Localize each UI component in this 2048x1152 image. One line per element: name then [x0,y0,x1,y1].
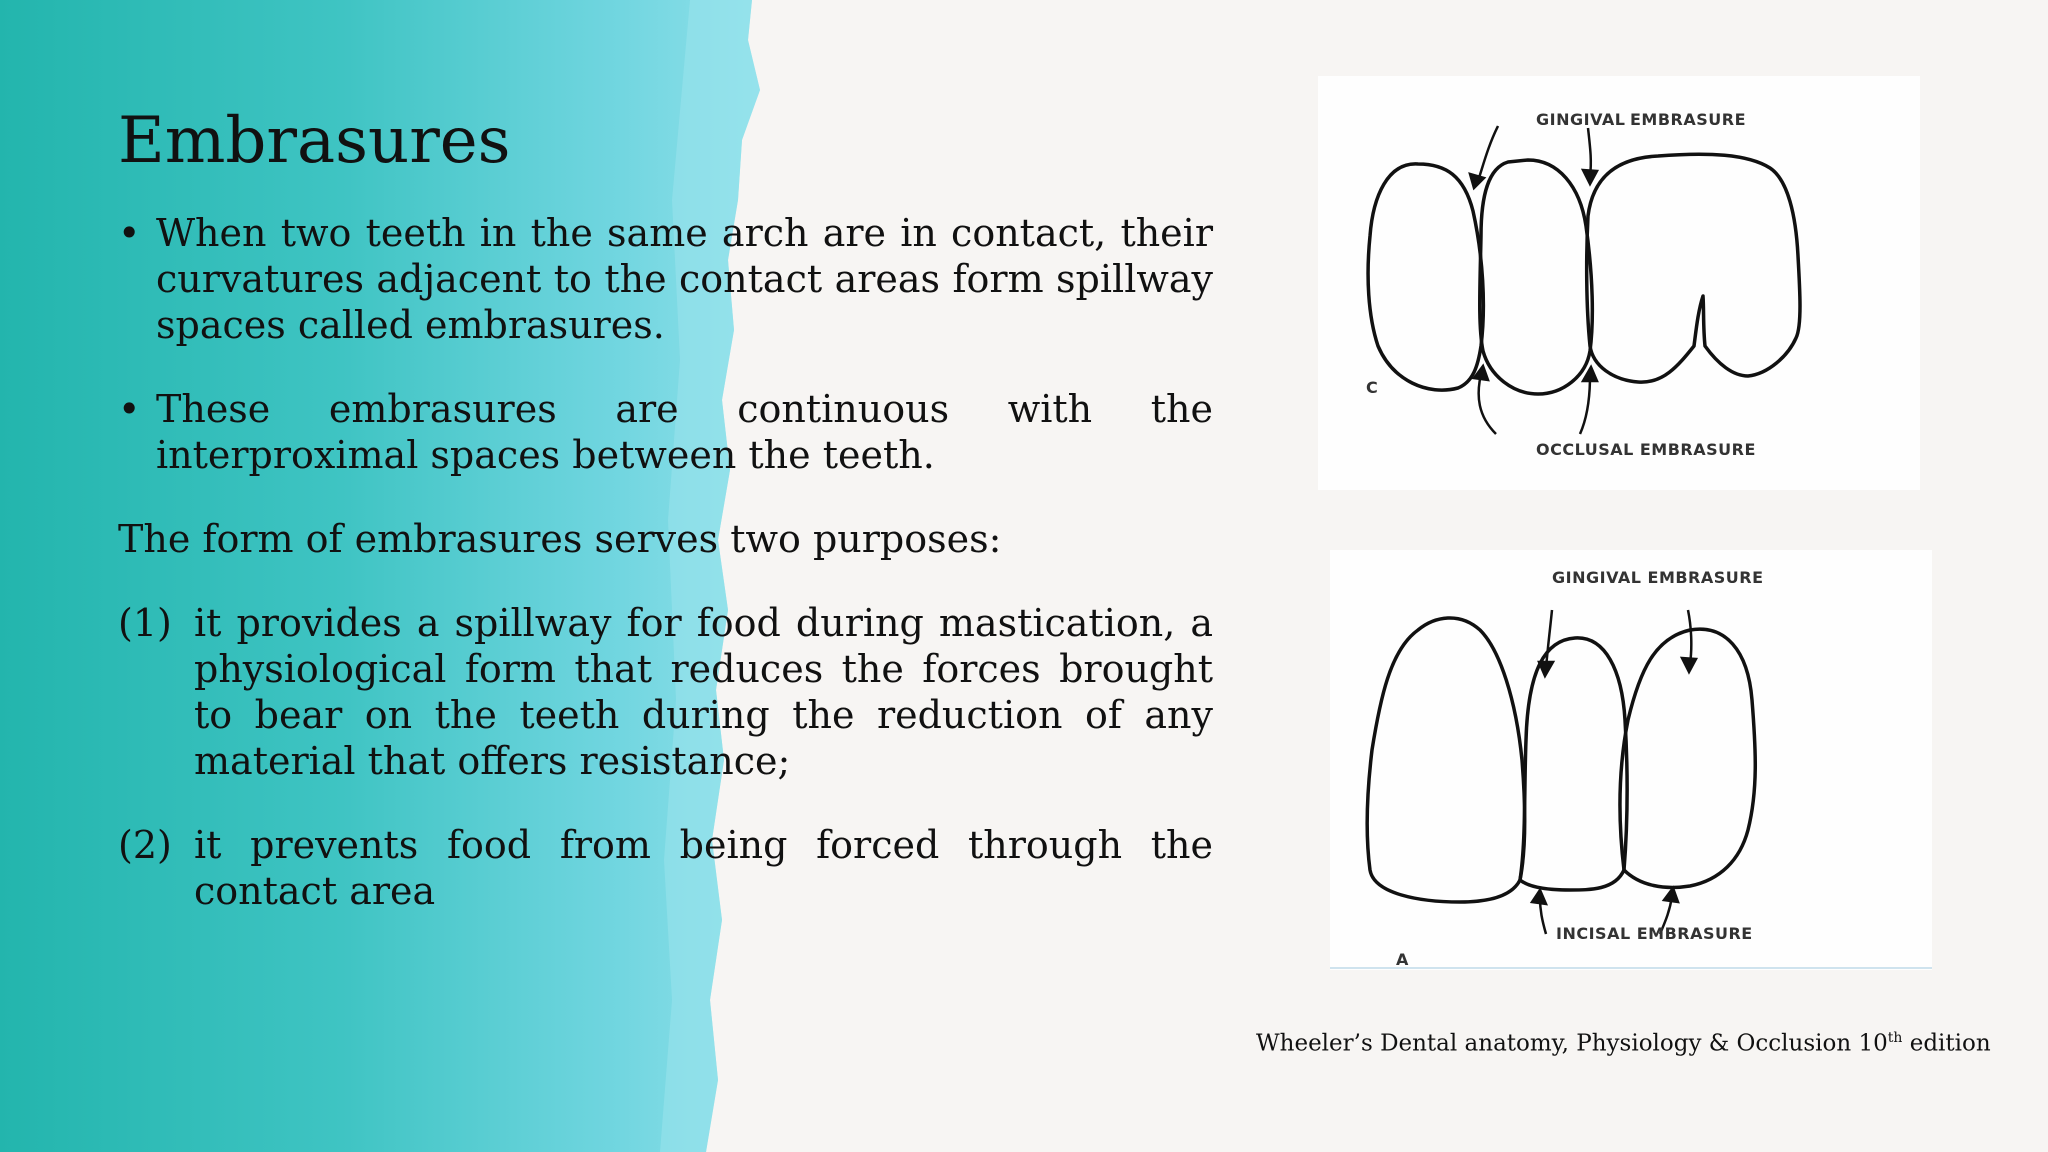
purpose-item [118,822,1213,914]
figure-letter: A [1396,950,1409,969]
slide-body [118,210,1213,952]
purpose-text: it provides a spillway for food during mastication, a physiological form that reduces the forces brought to bear on the teeth during the reduction of any material that offers resistance; [194,601,1213,783]
purpose-number: (1) [118,601,172,645]
citation-superscript: th [1887,1030,1903,1046]
gingival-embrasure-label: GINGIVAL EMBRASURE [1552,568,1764,587]
gingival-label: GINGIVAL [1536,110,1626,129]
anterior-teeth-drawing [1330,550,1932,970]
bullet-mark: • [118,211,141,255]
purpose-item [118,600,1213,784]
embrasure-label: EMBRASURE [1630,110,1747,129]
bullet-item [118,210,1213,348]
purposes-intro: The form of embrasures serves two purposes: [118,517,1002,561]
citation-tail: edition [1902,1030,1991,1057]
purpose-number: (2) [118,823,172,867]
occlusal-embrasure-label: OCCLUSAL EMBRASURE [1536,440,1756,459]
bullet-mark: • [118,387,141,431]
incisal-embrasure-label: INCISAL EMBRASURE [1556,924,1753,943]
figure-posterior-embrasures [1318,76,1920,490]
source-citation [1256,1030,1991,1057]
purpose-text: it prevents food from being forced through the contact area [194,823,1213,913]
figure-letter: C [1366,378,1379,397]
bullet-text: When two teeth in the same arch are in contact, their curvatures adjacent to the contact areas form spillway spaces called embrasures. [156,211,1213,347]
citation-main: Wheeler’s Dental anatomy, Physiology & Occlusion 10 [1256,1030,1888,1057]
figure-anterior-embrasures [1330,550,1932,970]
slide-title: Embrasures [118,104,511,178]
bullet-text: These embrasures are continuous with the interproximal spaces between the teeth. [156,387,1213,477]
posterior-teeth-drawing [1318,76,1920,490]
bullet-item [118,386,1213,478]
